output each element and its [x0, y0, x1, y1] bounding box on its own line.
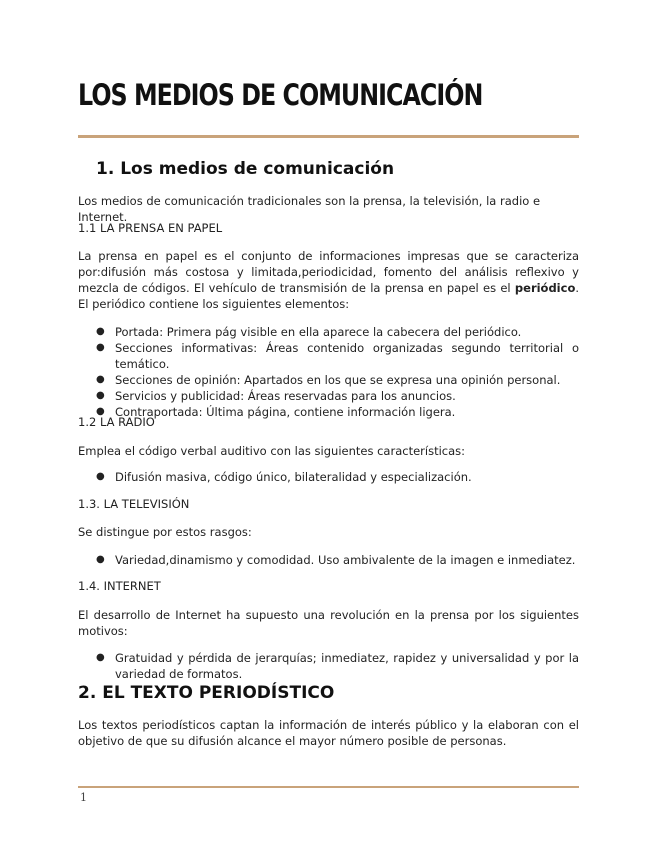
list-item: ● Variedad,dinamismo y comodidad. Uso ambivalente de la imagen e inmediatez.: [96, 553, 576, 567]
subheading-internet: 1.4. INTERNET: [78, 579, 161, 593]
paragraph-prensa-text-2: . El periódico contiene los siguientes elementos:: [78, 281, 579, 311]
bullet-dot-icon: ●: [96, 326, 105, 337]
title-divider: [78, 135, 579, 138]
bullet-dot-icon: ●: [96, 652, 105, 663]
paragraph-prensa-bold: periódico: [514, 281, 576, 295]
list-radio: [78, 469, 579, 485]
footer-divider: [78, 786, 579, 788]
bullet-dot-icon: ●: [96, 406, 105, 417]
list-item: ● Gratuidad y pérdida de jerarquías; inmediatez, rapidez y universalidad y por la variedad de formatos.: [96, 651, 579, 681]
page-number: 1: [80, 791, 87, 804]
document-title: LOS MEDIOS DE COMUNICACIÓN: [78, 78, 483, 112]
paragraph-prensa: [78, 248, 579, 312]
list-internet: [78, 650, 579, 682]
paragraph-prensa-text-1: La prensa en papel es el conjunto de informaciones impresas que se caracteriza por:difusión más costosa y limitada,periodicidad, fomento del análisis reflexivo y mezcla de códigos. El vehículo de transmisión de la prensa en papel es el: [78, 249, 579, 295]
paragraph-television: Se distingue por estos rasgos:: [78, 525, 252, 539]
section-1-intro: Los medios de comunicación tradicionales son la prensa, la televisión, la radio e Internet.: [78, 194, 541, 224]
paragraph-radio: Emplea el código verbal auditivo con las siguientes características:: [78, 444, 466, 458]
list-item: ● Servicios y publicidad: Áreas reservadas para los anuncios.: [96, 389, 456, 403]
list-prensa: [78, 324, 579, 420]
bullet-dot-icon: ●: [96, 342, 105, 353]
list-item: ● Secciones de opinión: Apartados en los que se expresa una opinión personal.: [96, 373, 561, 387]
list-item: ● Contraportada: Última página, contiene información ligera.: [96, 405, 456, 419]
subheading-television: 1.3. LA TELEVISIÓN: [78, 497, 190, 511]
list-item: ● Portada: Primera pág visible en ella aparece la cabecera del periódico.: [96, 325, 522, 339]
section-2-heading: 2. EL TEXTO PERIODÍSTICO: [78, 683, 335, 703]
list-item: ● Secciones informativas: Áreas contenido organizadas segundo territorial o temático.: [96, 341, 579, 371]
paragraph-internet: El desarrollo de Internet ha supuesto una revolución en la prensa por los siguientes motivos:: [78, 608, 579, 638]
section-2-paragraph: Los textos periodísticos captan la información de interés público y la elaboran con el objetivo de que su difusión alcance el mayor número posible de personas.: [78, 718, 579, 748]
bullet-dot-icon: ●: [96, 471, 105, 482]
subheading-radio: 1.2 LA RADIO: [78, 415, 155, 429]
bullet-dot-icon: ●: [96, 374, 105, 385]
section-1-heading: 1. Los medios de comunicación: [96, 159, 395, 179]
list-television: [78, 552, 579, 568]
bullet-dot-icon: ●: [96, 390, 105, 401]
subheading-prensa: 1.1 LA PRENSA EN PAPEL: [78, 221, 223, 235]
list-item: ● Difusión masiva, código único, bilateralidad y especialización.: [96, 470, 472, 484]
bullet-dot-icon: ●: [96, 554, 105, 565]
